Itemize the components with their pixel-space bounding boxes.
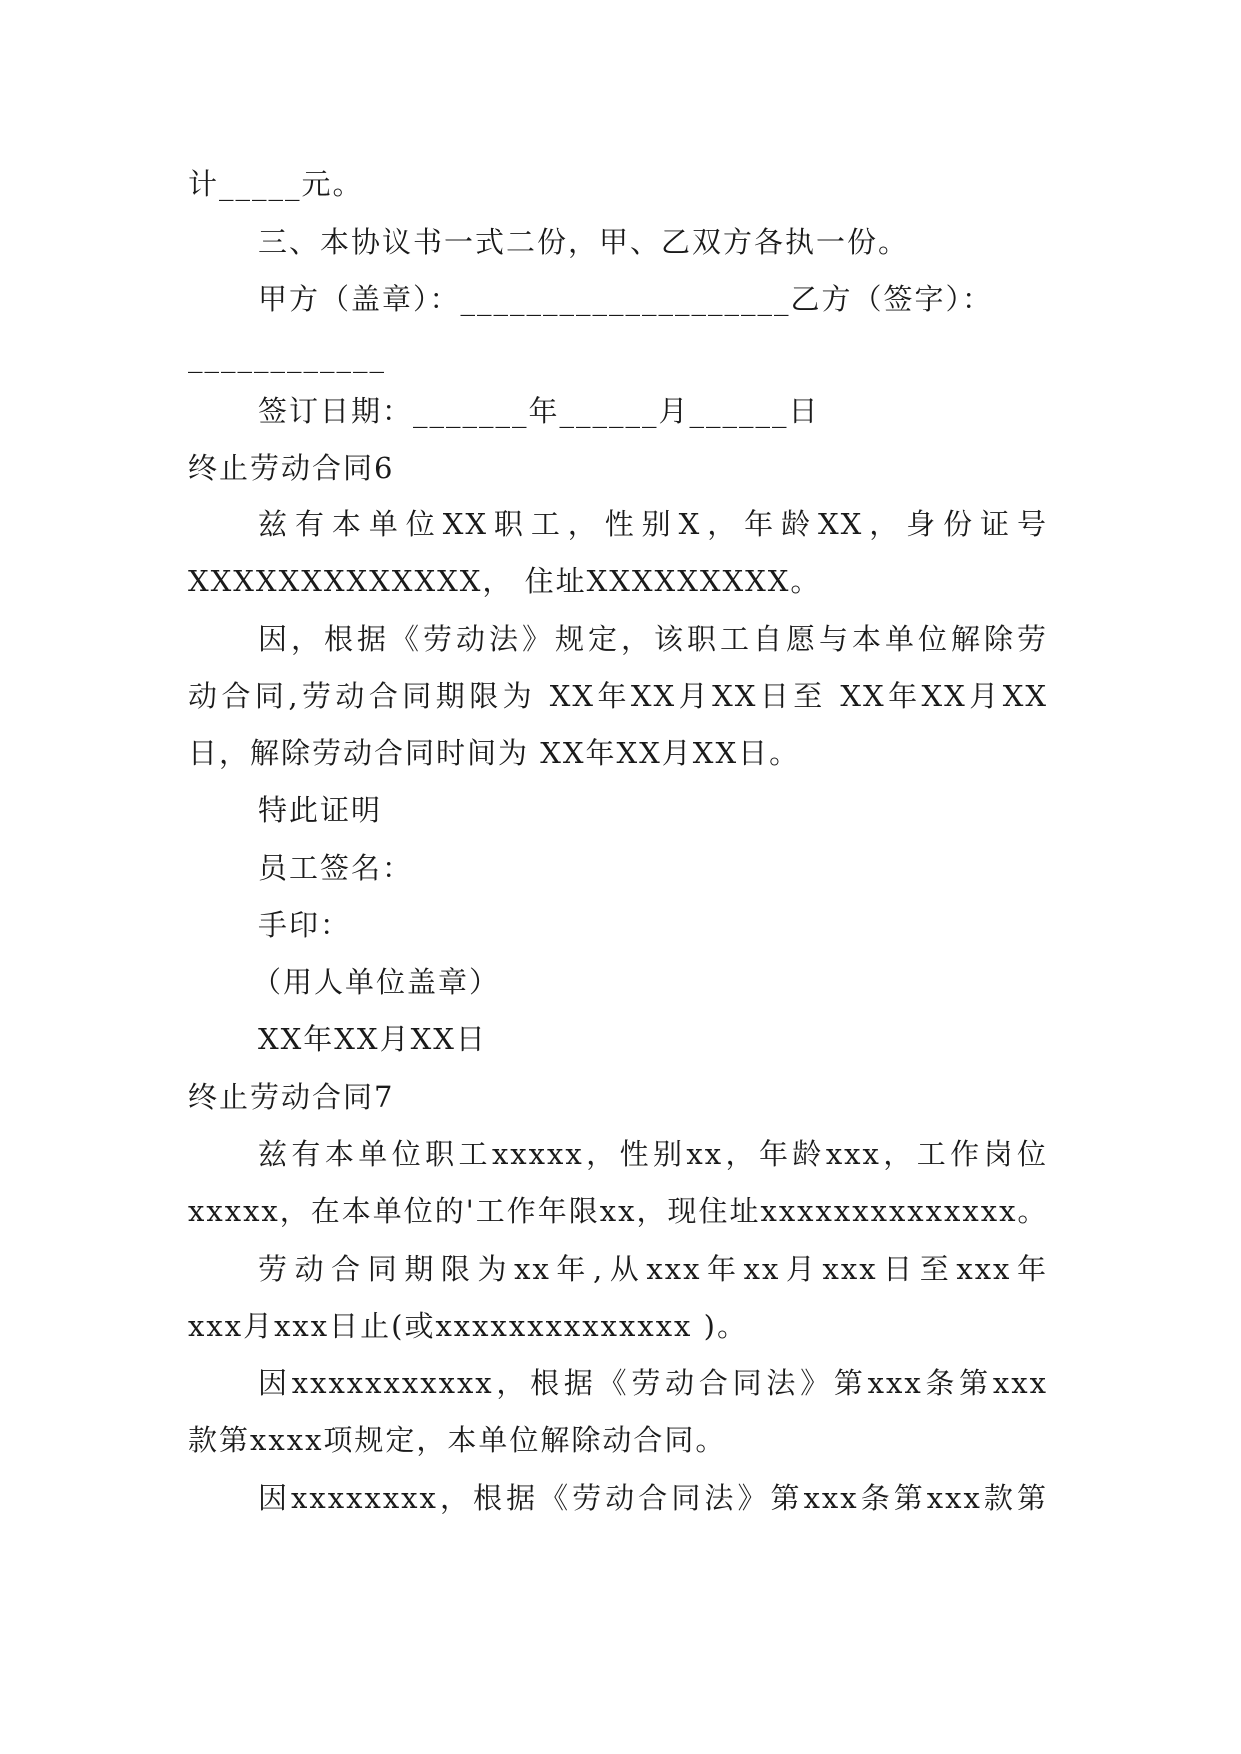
paragraph-line: xxx月xxx日止(或xxxxxxxxxxxxxx )。	[188, 1309, 748, 1343]
paragraph-line: 因，根据《劳动法》规定，该职工自愿与本单位解除劳	[258, 622, 1048, 656]
paragraph-line: 日，解除劳动合同时间为 XX年XX月XX日。	[188, 736, 801, 770]
paragraph-line: xxxxx，在本单位的'工作年限xx，现住址xxxxxxxxxxxxxx。	[188, 1194, 1049, 1228]
employee-signature-label: 员工签名：	[258, 851, 414, 885]
signature-line-parties: 甲方（盖章）：____________________乙方（签字）：	[258, 282, 994, 316]
paragraph-line: 动合同,劳动合同期限为 XX年XX月XX日至 XX年XX月XX	[188, 679, 1048, 713]
signature-blank: ____________	[188, 339, 386, 373]
paragraph-line: XXXXXXXXXXXXX， 住址XXXXXXXXX。	[188, 564, 822, 598]
paragraph-line: 计_____元。	[188, 167, 364, 201]
paragraph-line: 因xxxxxxxxxxx，根据《劳动合同法》第xxx条第xxx	[258, 1366, 1048, 1400]
company-seal-label: （用人单位盖章）	[252, 965, 501, 999]
paragraph-line: 款第xxxx项规定，本单位解除动合同。	[188, 1423, 727, 1457]
fingerprint-label: 手印：	[258, 908, 352, 942]
paragraph-line: 因xxxxxxxx，根据《劳动合同法》第xxx条第xxx款第	[258, 1481, 1048, 1515]
sign-date-line: 签订日期：_______年______月______日	[258, 394, 820, 428]
date-line: XX年XX月XX日	[258, 1022, 487, 1056]
paragraph-line: 劳动合同期限为xx年,从xxx年xx月xxx日至xxx年	[258, 1252, 1048, 1286]
paragraph-line: 兹有本单位XX职工，性别X，年龄XX，身份证号	[258, 507, 1048, 541]
section-heading: 终止劳动合同7	[188, 1080, 395, 1114]
paragraph-line: 特此证明	[258, 793, 383, 827]
section-heading: 终止劳动合同6	[188, 451, 395, 485]
paragraph-line: 兹有本单位职工xxxxx，性别xx，年龄xxx，工作岗位	[258, 1137, 1048, 1171]
paragraph-line: 三、本协议书一式二份，甲、乙双方各执一份。	[258, 225, 910, 259]
